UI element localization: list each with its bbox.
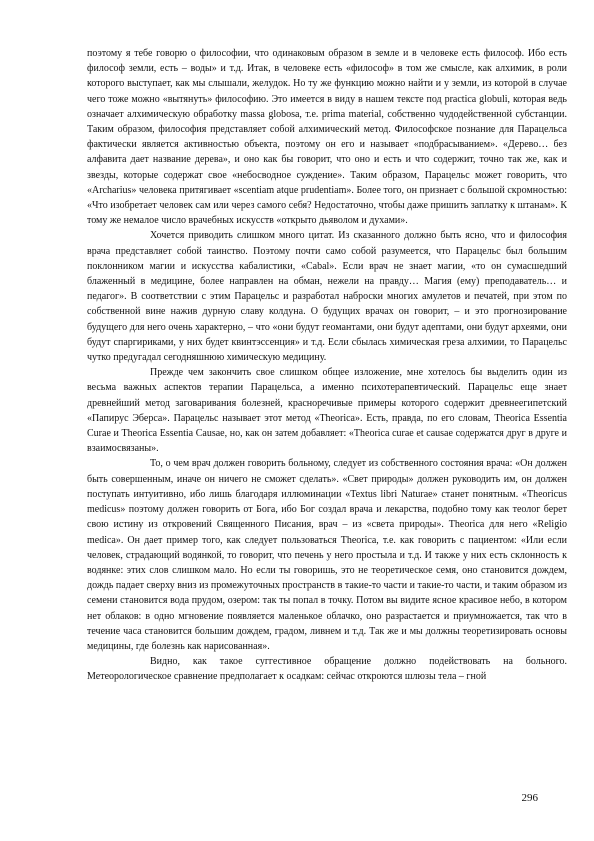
paragraph-3: Прежде чем закончить свое слишком общее изложение, мне хотелось бы выделить один из весьма важных аспектов терапии Парацельса, а именно психотерапевтический. Парацельс еще знает древнейший метод заговаривания болезней, красноречивые примеры которого содержит древнеегипетский «Папирус Эберса». Парацельс называет этот метод «Theorica». Есть, правда, по его словам, Theorica Essentia Curae и Theorica Essentia Causae, но, как он затем добавляет: «Theorica curae et causae содержатся друг в друге и взаимосвязаны». xyxy=(87,367,567,455)
page-number: 296 xyxy=(521,792,538,804)
paragraph-1: поэтому я тебе говорю о философии, что одинаковым образом в земле и в человеке есть философ. Ибо есть философ земли, есть – воды» и т.д. Итак, в человеке есть «философ» в том же смысле, как алхимик, в роли которого выступает, как мы слышали, желудок. Но ту же функцию можно найти и у земли, из которой в случае чего тоже можно «вытянуть» философию. Это имеется в виду в нашем тексте под practica globuli, которая ведь означает алхимическую обработку massa globosa, т.е. prima material, собственно чудодейственной субстанции. Таким образом, философия представляет собой алхимический метод. Философское познание для Парацельса фактически является активностью объекта, поэтому он его и называет «подбрасыванием». «Дерево… без алфавита дает название дерева», и оно как бы говорит, что оно и есть и что содержит, точно так же, как и звезды, которые содержат свое «небосводное суждение». Таким образом, Парацельс может говорить, что «Archarius» человека притягивает «scentiam atque prudentiam». Более того, он признает с большой скромностью: «Что изобретает человек сам или через самого себя? Недостаточно, чтобы даже пришить заплатку к штанам». К тому же немалое число врачебных искусств «открыто дьяволом и духами». xyxy=(87,48,567,227)
paragraph-5: Видно, как такое суггестивное обращение должно подействовать на больного. Метеорологическое сравнение предполагает к осадкам: сейчас откроются шлюзы тела – гной xyxy=(87,656,567,683)
paragraph-2: Хочется приводить слишком много цитат. Из сказанного должно быть ясно, что и философия врача представляет собой таинство. Поэтому почти само собой разумеется, что Парацельс был большим поклонником магии и искусства кабалистики, «Cabal». Если врач не знает магии, «то он сумасшедший блаженный в медицине, более направлен на обман, нежели на правду… Магия (ему) преподаватель… и педагог». В соответствии с этим Парацельс и разработал наброски многих амулетов и печатей, при этом по собственной вине нажив дурную славу колдуна. О будущих врачах он говорит, – и это прогнозирование будущего для него очень характерно, – что «они будут геомантами, они будут адептами, они будут археями, они будут спаргириками, у них будет квинтэссенция» и т.д. Если сбылась химическая греза алхимии, то Парацельс чутко предугадал сегодняшнюю химическую медицину. xyxy=(87,230,567,364)
body-text xyxy=(87,46,567,685)
paragraph-4: То, о чем врач должен говорить больному, следует из собственного состояния врача: «Он должен быть совершенным, иначе он ничего не сможет сделать». «Свет природы» должен руководить им, он должен поступать интуитивно, ибо лишь благодаря иллюминации «Textus libri Naturae» станет понятным. «Theoricus medicus» поэтому должен говорить от Бога, ибо Бог создал врача и лекарства, подобно тому как теолог берет свою истину из откровений Священного Писания, врач – из «света природы». Theorica для него «Religio medica». Он дает пример того, как следует пользоваться Theorica, т.е. как говорить с пациентом: «Или если человек, страдающий водянкой, то говорит, что печень у него простыла и т.д. И также у них есть склонность к водянке: этих слов слишком мало. Но если ты говоришь, это не теоретическое семя, оно становится дождем, дождь падает сверху вниз из промежуточных пространств в такие-то части и такие-то части, и таким образом из семени становится вода прудом, озером: так ты попал в точку. Потом вы видите ясное красивое небо, в котором нет облаков: в одно мгновение появляется маленькое облачко, оно разрастается и приумножается, так что в течение часа становится большим дождем, градом, ливнем и т.д. Так же и мы должны теоретизировать основы медицины, где болезнь как нарисованная». xyxy=(87,458,567,652)
